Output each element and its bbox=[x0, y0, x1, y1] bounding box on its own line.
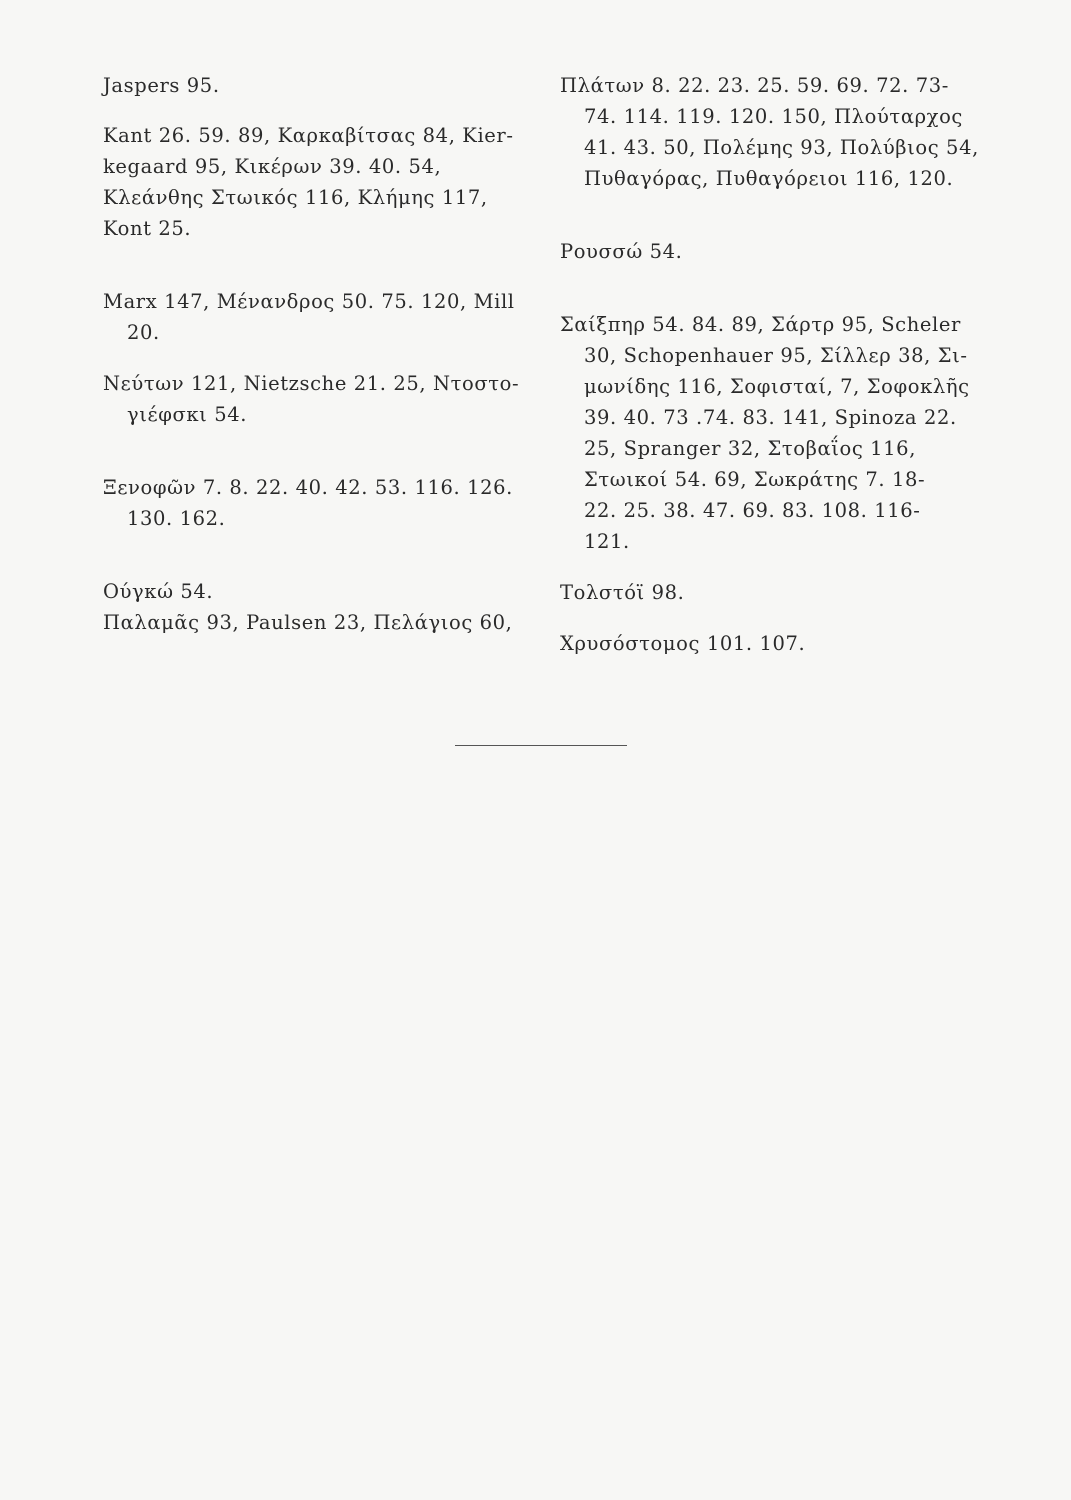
index-line: 130. 162. bbox=[127, 507, 226, 530]
index-entry-tolstoy bbox=[560, 577, 985, 608]
index-entry-hugo bbox=[103, 576, 533, 607]
index-line: 121. bbox=[584, 530, 630, 553]
index-line: Παλαμᾶς 93, Paulsen 23, Πελάγιος 60, bbox=[103, 611, 513, 634]
index-line: Kant 26. 59. 89, Καρκαβίτσας 84, Kier- bbox=[103, 124, 514, 147]
index-entry-shakespeare bbox=[560, 309, 985, 557]
index-entry-newton bbox=[103, 368, 533, 430]
index-line: 30, Schopenhauer 95, Σίλλερ 38, Σι- bbox=[584, 344, 968, 367]
index-line: μωνίδης 116, Σοφισταί, 7, Σοφοκλῆς bbox=[584, 375, 970, 398]
index-line: Κλεάνθης Στωικός 116, Κλήμης 117, bbox=[103, 186, 488, 209]
index-column-left bbox=[103, 70, 533, 638]
index-line: 22. 25. 38. 47. 69. 83. 108. 116- bbox=[584, 499, 921, 522]
index-line: kegaard 95, Κικέρων 39. 40. 54, bbox=[103, 155, 442, 178]
index-entry-xenophon bbox=[103, 472, 533, 534]
index-line: Πυθαγόρας, Πυθαγόρειοι 116, 120. bbox=[584, 167, 954, 190]
index-entry-kant bbox=[103, 120, 533, 244]
index-line: Πλάτων 8. 22. 23. 25. 59. 69. 72. 73- bbox=[560, 74, 949, 97]
index-line: Τολστόϊ 98. bbox=[560, 581, 685, 604]
index-line: Marx 147, Μένανδρος 50. 75. 120, Mill bbox=[103, 290, 515, 313]
index-entry-rousseau bbox=[560, 236, 985, 267]
index-line: Ξενοφῶν 7. 8. 22. 40. 42. 53. 116. 126. bbox=[103, 476, 513, 499]
index-line: Jaspers 95. bbox=[103, 74, 220, 97]
index-line: 25, Spranger 32, Στοβαΐος 116, bbox=[584, 437, 916, 460]
index-line: Ρουσσώ 54. bbox=[560, 240, 683, 263]
index-line: Ούγκώ 54. bbox=[103, 580, 214, 603]
index-line: γιέφσκι 54. bbox=[127, 403, 248, 426]
index-entry-marx bbox=[103, 286, 533, 348]
index-line: 41. 43. 50, Πολέμης 93, Πολύβιος 54, bbox=[584, 136, 979, 159]
index-line: Στωικοί 54. 69, Σωκράτης 7. 18- bbox=[584, 468, 926, 491]
index-line: Kont 25. bbox=[103, 217, 192, 240]
index-line: 74. 114. 119. 120. 150, Πλούταρχος bbox=[584, 105, 963, 128]
index-entry-jaspers bbox=[103, 70, 533, 101]
index-line: Νεύτων 121, Nietzsche 21. 25, Ντοστο- bbox=[103, 372, 520, 395]
index-entry-plato bbox=[560, 70, 985, 194]
index-line: Χρυσόστομος 101. 107. bbox=[560, 632, 806, 655]
index-entry-palamas bbox=[103, 607, 533, 638]
index-line: 20. bbox=[127, 321, 160, 344]
index-line: Σαίξπηρ 54. 84. 89, Σάρτρ 95, Scheler bbox=[560, 313, 961, 336]
index-line: 39. 40. 73 .74. 83. 141, Spinoza 22. bbox=[584, 406, 957, 429]
index-column-right bbox=[560, 70, 985, 659]
index-entry-chrysostom bbox=[560, 628, 985, 659]
closing-rule bbox=[455, 745, 627, 746]
